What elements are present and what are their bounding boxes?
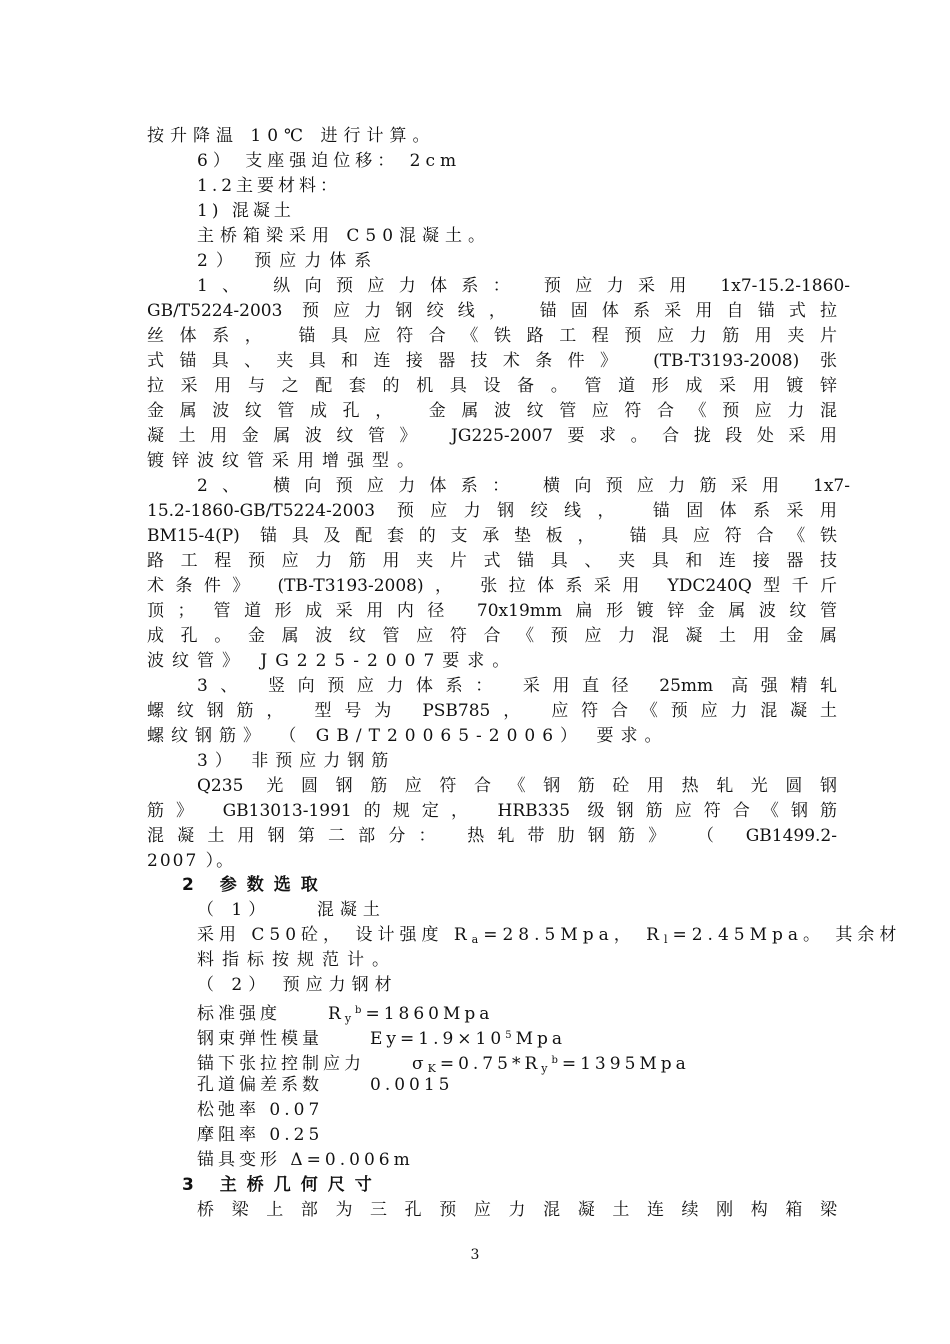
text-line: 松弛率 0.07	[197, 1100, 324, 1120]
text-line: 螺纹钢筋， 型号为 PSB785， 应符合《预应力混凝土	[147, 701, 837, 721]
text-line: 凝土用金属波纹管》 JG225-2007要求。合拢段处采用	[147, 426, 837, 446]
text-line: GB/T5224-2003 预应力钢绞线， 锚固体系采用自锚式拉	[147, 301, 837, 321]
text-line: 螺纹钢筋》 （ GB/T20065-2006） 要求。	[147, 726, 669, 746]
text-segment: Mpa	[515, 1029, 567, 1049]
text-line: 镀锌波纹管采用增强型。	[147, 451, 422, 471]
page-number: 3	[470, 1247, 480, 1263]
text-line: 拉采用与之配套的机具设备。管道形成采用镀锌	[147, 376, 837, 396]
text-line-elastic-modulus	[197, 1023, 837, 1048]
text-line-design-strength	[197, 923, 902, 948]
text-line: 筋》 GB13013-1991的规定， HRB335 级钢筋应符合《钢筋	[147, 801, 837, 821]
subscript: y	[541, 1062, 552, 1075]
text-line: 1) 混凝土	[197, 201, 295, 221]
text-segment: =0.75*R	[439, 1054, 542, 1074]
text-segment: =1860Mpa	[365, 1004, 494, 1024]
text-segment: 锚下张拉控制应力 σ	[197, 1054, 428, 1074]
text-line: 3） 非预应力钢筋	[197, 751, 396, 771]
text-line: 料指标按规范计。	[197, 950, 397, 970]
text-line: 路工程预应力筋用夹片式锚具、夹具和连接器技	[147, 551, 837, 571]
text-segment: 采用 C50砼， 设计强度 R	[197, 925, 472, 945]
text-segment: =28.5Mpa， R	[483, 925, 664, 945]
section-heading-1-2: 1.2主要材料：	[197, 176, 342, 196]
text-line: 1、 纵向预应力体系： 预应力采用 1x7-15.2-1860-	[197, 276, 850, 296]
text-line: 术条件》 (TB-T3193-2008)， 张拉体系采用 YDC240Q型千斤	[147, 576, 837, 596]
text-line: Q235 光圆钢筋应符合《钢筋砼用热轧光圆钢	[197, 776, 837, 796]
text-segment: =2.45Mpa。 其余材	[672, 925, 902, 945]
text-segment: 钢束弹性模量 Ey=1.9×10	[197, 1029, 506, 1049]
text-line: （ 2） 预应力钢材	[197, 975, 398, 995]
text-line: 6） 支座强迫位移： 2cm	[197, 151, 462, 171]
text-line: 3、 竖向预应力体系： 采用直径 25mm 高强精轧	[197, 676, 837, 696]
text-line: 2） 预应力体系	[197, 251, 380, 271]
text-line: 成孔。金属波纹管应符合《预应力混凝土用金属	[147, 626, 837, 646]
text-segment: =1395Mpa	[561, 1054, 690, 1074]
text-line: 顶； 管道形成采用内径 70x19mm扁形镀锌金属波纹管	[147, 601, 837, 621]
text-segment: 标准强度 R	[197, 1004, 345, 1024]
superscript: b	[355, 1005, 366, 1016]
text-line: 15.2-1860-GB/T5224-2003 预应力钢绞线， 锚固体系采用	[147, 501, 837, 521]
text-line: BM15-4(P) 锚具及配套的支承垫板， 锚具应符合《铁	[147, 526, 837, 546]
subscript: l	[663, 933, 673, 946]
text-line: 金属波纹管成孔， 金属波纹管应符合《预应力混	[147, 401, 837, 421]
text-line: 孔道偏差系数 0.0015	[197, 1075, 454, 1095]
text-line: 式锚具、夹具和连接器技术条件》 (TB-T3193-2008) 张	[147, 351, 837, 371]
text-line: 主桥箱梁采用 C50混凝土。	[197, 226, 492, 246]
text-line: 混凝土用钢第二部分： 热轧带肋钢筋》 （ GB1499.2-	[147, 826, 837, 846]
superscript: 5	[505, 1030, 516, 1041]
section-heading-2: 2 参数选取	[182, 875, 328, 895]
text-line: 丝体系， 锚具应符合《铁路工程预应力筋用夹片	[147, 326, 837, 346]
subscript: y	[344, 1012, 356, 1025]
text-line-control-stress	[197, 1048, 837, 1073]
text-line: 锚具变形 Δ=0.006m	[197, 1150, 414, 1170]
section-heading-3: 3 主桥几何尺寸	[182, 1175, 382, 1195]
superscript: b	[551, 1055, 562, 1066]
subscript: K	[427, 1062, 440, 1075]
subscript: a	[471, 933, 484, 946]
text-line: 波纹管》 JG225-2007要求。	[147, 651, 518, 671]
text-line: （ 1） 混凝土	[197, 900, 386, 920]
text-line-standard-strength	[197, 998, 837, 1023]
text-line: 按升降温 10℃ 进行计算。	[147, 126, 436, 146]
text-line: 2007 ）。	[147, 851, 236, 871]
text-line: 桥梁上部为三孔预应力混凝土连续刚构箱梁	[197, 1200, 837, 1220]
text-line: 2、 横向预应力体系： 横向预应力筋采用 1x7-	[197, 476, 850, 496]
text-line: 摩阻率 0.25	[197, 1125, 324, 1145]
